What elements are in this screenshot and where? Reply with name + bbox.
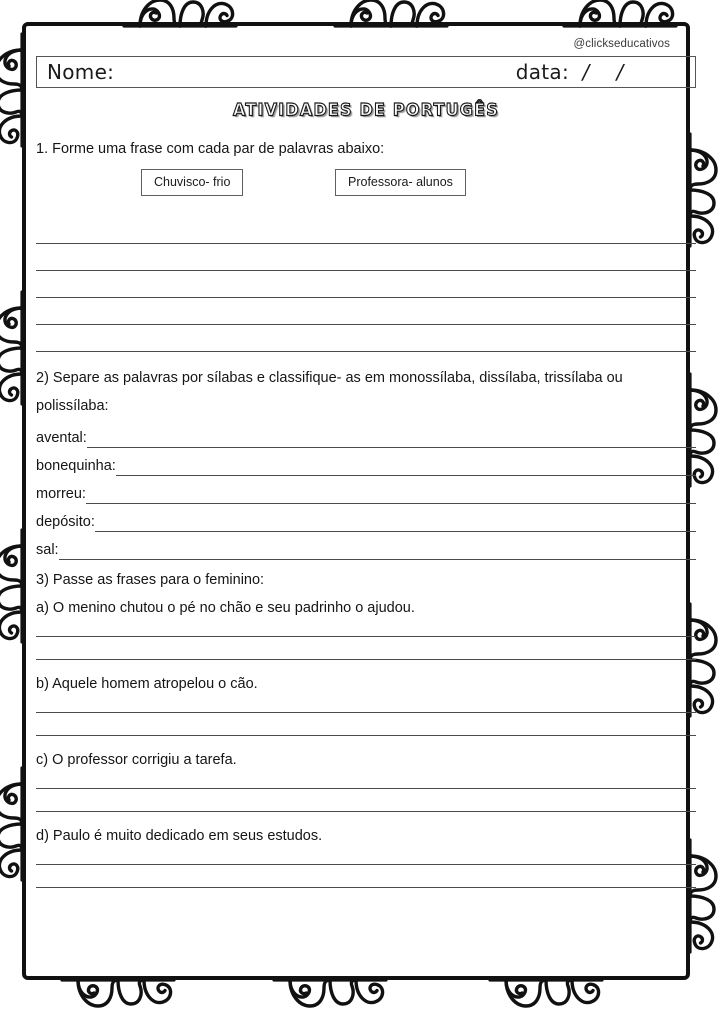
name-date-bar[interactable]: [36, 56, 696, 88]
ornament-left-2: [0, 292, 22, 404]
fill-blank[interactable]: [95, 517, 696, 532]
name-label: Nome:: [47, 60, 115, 84]
ornament-bottom-center: [274, 980, 386, 1006]
date-field[interactable]: [516, 60, 637, 84]
word-box-1: Chuvisco- frio: [141, 169, 243, 196]
fill-row[interactable]: [36, 532, 696, 560]
answer-line[interactable]: [36, 887, 696, 888]
ornament-left-4: [0, 768, 22, 880]
exercise-3-item-a-lines[interactable]: [36, 622, 696, 660]
fill-label: sal:: [36, 541, 59, 558]
page-title: ATIVIDADES DE PORTUGÊS: [233, 99, 499, 120]
date-slash-2: /: [616, 60, 624, 84]
title-container: [36, 100, 696, 124]
fill-row[interactable]: [36, 476, 696, 504]
ornament-bottom-right: [490, 980, 602, 1006]
fill-blank[interactable]: [86, 489, 696, 504]
date-label: data:: [515, 60, 569, 84]
date-slash-1: /: [582, 60, 590, 84]
exercise-2-prompt-line-1: 2) Separe as palavras por sílabas e classifique- as em monossílaba, dissílaba, trissílaba ou: [36, 369, 623, 386]
exercise-1-word-boxes: [36, 169, 696, 199]
fill-blank[interactable]: [87, 433, 696, 448]
fill-blank[interactable]: [59, 545, 696, 560]
exercise-1-answer-lines[interactable]: [36, 225, 696, 352]
exercise-3-prompt: 3) Passe as frases para o feminino:: [36, 571, 265, 588]
exercise-3-item-b-lines[interactable]: [36, 698, 696, 736]
fill-label: avental:: [36, 429, 87, 446]
exercise-3-item-c-label: c) O professor corrigiu a tarefa.: [36, 751, 237, 768]
exercise-2-items: [36, 420, 696, 560]
exercise-3-item-b-label: b) Aquele homem atropelou o cão.: [36, 675, 258, 692]
ornament-bottom-left: [62, 980, 174, 1006]
ornament-left-3: [0, 530, 22, 642]
exercise-3-item-a-label: a) O menino chutou o pé no chão e seu padrinho o ajudou.: [36, 599, 415, 616]
fill-row[interactable]: [36, 504, 696, 532]
worksheet-content: [36, 56, 696, 888]
fill-label: bonequinha:: [36, 457, 116, 474]
exercise-1-prompt: 1. Forme uma frase com cada par de palavras abaixo:: [36, 141, 385, 157]
exercise-3-item-d-lines[interactable]: [36, 850, 696, 888]
exercise-3-item-d-label: d) Paulo é muito dedicado em seus estudos.: [36, 827, 323, 844]
exercise-3-item-c-lines[interactable]: [36, 774, 696, 812]
watermark-credit: @clickseducativos: [573, 38, 670, 50]
fill-row[interactable]: [36, 420, 696, 448]
exercise-2-prompt-line-2: polissílaba:: [36, 397, 109, 414]
fill-label: morreu:: [36, 485, 86, 502]
ornament-left-1: [0, 34, 22, 146]
fill-blank[interactable]: [116, 461, 696, 476]
fill-label: depósito:: [36, 513, 95, 530]
fill-row[interactable]: [36, 448, 696, 476]
word-box-2: Professora- alunos: [335, 169, 466, 196]
